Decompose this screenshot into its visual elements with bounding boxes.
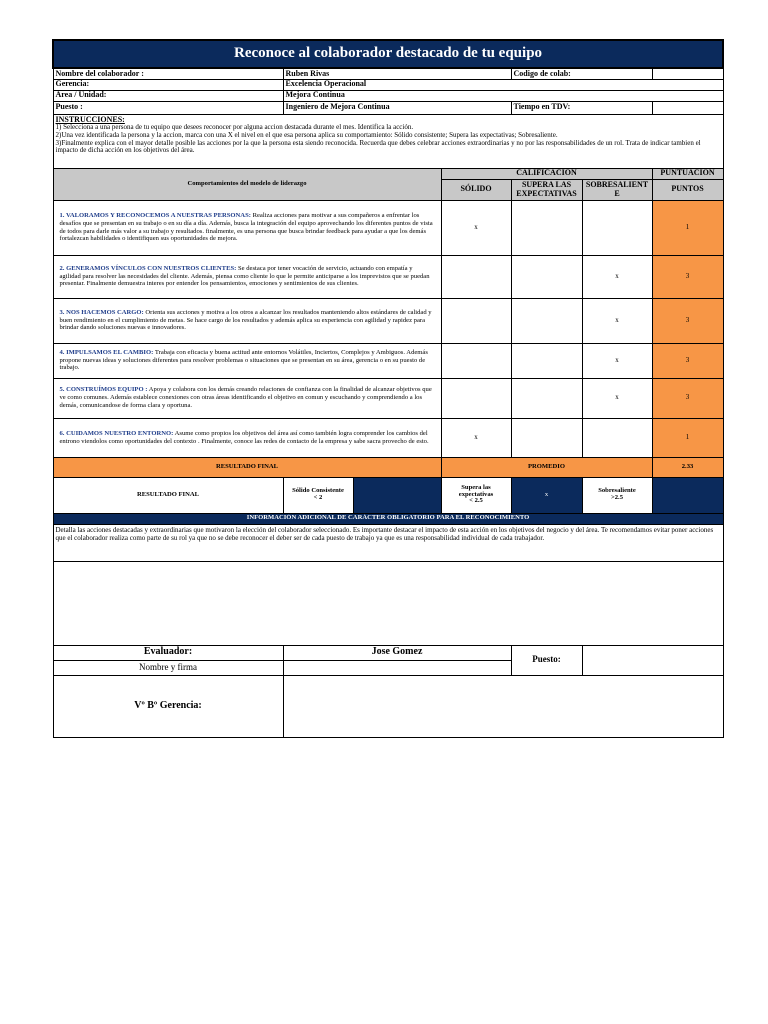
area-field[interactable]: Mejora Continua (283, 90, 723, 101)
instructions-line-2: 2)Una vez identificada la persona y la accion, marca con una X el nivel en el que esa persona aplica su comportamiento: Sólido consistente; Supera las expectativas; Sobresaliente. (55, 130, 558, 139)
result-sobresaliente-mark[interactable] (652, 477, 723, 513)
result-supera-range: < 2.5 (469, 497, 483, 505)
result-solido (283, 477, 353, 513)
supera-cell[interactable] (511, 200, 582, 255)
behavior-title: 5. CONSTRUÍMOS EQUIPO : (59, 386, 148, 394)
supera-cell[interactable] (511, 343, 582, 378)
behavior-row (53, 418, 723, 457)
gerencia-sign-label: Vº Bº Gerencia: (53, 675, 283, 737)
form-title: Reconoce al colaborador destacado de tu equipo (53, 40, 723, 68)
solido-cell[interactable]: x (441, 418, 511, 457)
supera-header: SUPERA LAS EXPECTATIVAS (511, 179, 582, 200)
supera-cell[interactable] (511, 378, 582, 418)
sobresaliente-cell[interactable]: x (582, 255, 652, 298)
behavior-text: Trabaja con eficacia y buena actitud ante entornos Volátiles, Inciertos, Complejos y Ambiguos. Además propone nuevas ideas y soluciones diferentes para resolver problemas o situaciones que se presentan en su área, gerencia o en su puesto de trabajo. (59, 348, 428, 372)
behavior-title: 6. CUIDAMOS NUESTRO ENTORNO: (59, 429, 174, 437)
behavior-title: 4. IMPULSAMOS EL CAMBIO: (59, 348, 154, 356)
behavior-description (53, 378, 441, 418)
firma-field[interactable] (283, 660, 511, 675)
resultado-final-bar: RESULTADO FINAL (53, 457, 441, 477)
puntuacion-header: PUNTUACION (652, 168, 723, 179)
behavior-title: 3. NOS HACEMOS CARGO: (59, 308, 144, 316)
tdv-label: Tiempo en TDV: (511, 101, 652, 114)
nombre-firma-label: Nombre y firma (53, 660, 283, 675)
behavior-row (53, 255, 723, 298)
sobresaliente-cell[interactable]: x (582, 298, 652, 343)
calificacion-header: CALIFICACION (441, 168, 652, 179)
puesto-field[interactable]: Ingeniero de Mejora Continua (283, 101, 511, 114)
name-label: Nombre del colaborador : (53, 68, 283, 79)
evaluador-label: Evaluador: (53, 645, 283, 660)
behavior-text: Se destaca por tener vocación de servicio, actuando con empatía y agilidad para resolver las necesidades del cliente. Además, piensa como cliente lo que le permite anticiparse a los imprevistos que se puedan presentar. Finalmente demuestra interes por entender los pensamientos, emociones y sentimientos de sus clientes. (59, 264, 430, 288)
instructions-line-1: 1) Selecciona a una persona de tu equipo que desees reconocer por alguna accion destacada durante el mes. Identifica la acción. (55, 123, 414, 132)
result-sobresaliente (582, 477, 652, 513)
instructions (53, 114, 723, 168)
puntos-header: PUNTOS (652, 179, 723, 200)
behavior-description (53, 200, 441, 255)
result-solido-mark[interactable] (353, 477, 441, 513)
supera-cell[interactable] (511, 255, 582, 298)
behavior-row (53, 200, 723, 255)
behaviors-header: Comportamientos del modelo de liderazgo (53, 168, 441, 200)
tdv-field[interactable] (652, 101, 723, 114)
puesto-label: Puesto : (53, 101, 283, 114)
solido-cell[interactable] (441, 343, 511, 378)
result-supera-label: Supera las expectativas (458, 483, 494, 498)
behavior-row (53, 298, 723, 343)
behavior-text: Apoya y colabora con los demás creando relaciones de confianza con la finalidad de alcanzar objetivos que ve como comunes. Además establece conexiones con otras áreas identificando el objetivo en comun y escuchando y comprendiendo a los demás, comunicandose de forma clara y oportuna. (59, 386, 432, 409)
instructions-heading: INSTRUCCIONES: (55, 114, 125, 124)
result-sobresaliente-label: Sobresaliente (598, 487, 636, 495)
solido-cell[interactable]: x (441, 200, 511, 255)
puesto-sign-field[interactable] (582, 645, 723, 675)
supera-cell[interactable] (511, 418, 582, 457)
result-solido-label: Sólido Consistente (292, 487, 344, 495)
code-field[interactable] (652, 68, 723, 79)
solido-cell[interactable] (441, 378, 511, 418)
solido-cell[interactable] (441, 298, 511, 343)
result-sobresaliente-range: >2.5 (611, 494, 623, 501)
behavior-row (53, 378, 723, 418)
behavior-title: 2. GENERAMOS VÍNCULOS CON NUESTROS CLIENTES: (59, 264, 237, 272)
puntos-cell: 1 (652, 200, 723, 255)
instructions-line-3: 3)Finalmente explica con el mayor detalle posible las acciones por la que la persona esta siendo reconocida. Recuerda que debes celebrar acciones extraordinarias y no por las responsabilidades de un rol. Trata de indicar tambien el impacto de dicha acción en los objetivos del área. (55, 138, 701, 155)
evaluador-field[interactable]: Jose Gomez (283, 645, 511, 660)
behavior-text: Orienta sus acciones y motiva a los otros a alcanzar los resultados manteniendo altos estándares de calidad y buen rendimiento en el cumplimiento de metas. Se hace cargo de los resultados y además aplica su experiencia con agilidad y rapidez para brindar dando soluciones nuevas e innovadores. (59, 308, 432, 332)
puntos-cell: 1 (652, 418, 723, 457)
result-solido-range: < 2 (313, 494, 323, 501)
gerencia-field[interactable]: Excelencia Operacional (283, 79, 723, 90)
behavior-title: 1. VALORAMOS Y RECONOCEMOS A NUESTRAS PERSONAS: (59, 211, 251, 219)
gerencia-sign-field[interactable] (283, 675, 723, 737)
additional-heading: INFORMACIÓN ADICIONAL DE CARÁCTER OBLIGATORIO PARA EL RECONOCIMIENTO (53, 513, 723, 524)
name-field[interactable]: Ruben Rivas (283, 68, 511, 79)
sobresaliente-cell[interactable]: x (582, 343, 652, 378)
behavior-row (53, 343, 723, 378)
behavior-text: Asume como propios los objetivos del área así como también logra comprender los cambios del entrono viendolos como oportunidades del contexto . Finalmente, conoce las redes de contacto de la empresa y sabe sacra provecho de esto. (59, 429, 429, 445)
sobresaliente-cell[interactable] (582, 418, 652, 457)
puesto-sign-label: Puesto: (511, 645, 582, 675)
behavior-description (53, 298, 441, 343)
solido-header: SÓLIDO (441, 179, 511, 200)
solido-cell[interactable] (441, 255, 511, 298)
puntos-cell: 3 (652, 298, 723, 343)
result-label: RESULTADO FINAL (53, 477, 283, 513)
gerencia-label: Gerencia: (53, 79, 283, 90)
additional-description: Detalla las acciones destacadas y extraordinarias que motivaron la elección del colaborador seleccionado. Es importante destacar el impacto de esta acción en los objetivos del negocio y del área. Te recomendamos evitar poner acciones que el colaborador realiza como parte de su rol ya que no se debe reconocer el deber ser de cada puesto de trabajo ya que es una responsabilidad individual de cada trabajador. (53, 524, 723, 561)
puntos-cell: 3 (652, 255, 723, 298)
result-supera (441, 477, 511, 513)
puntos-cell: 3 (652, 343, 723, 378)
behavior-description (53, 343, 441, 378)
area-label: Área / Unidad: (53, 90, 283, 101)
sobresaliente-header: SOBRESALIENT E (582, 179, 652, 200)
recognition-form (52, 39, 722, 738)
additional-detail-field[interactable] (53, 561, 723, 645)
form-table (52, 39, 724, 738)
behavior-description (53, 255, 441, 298)
code-label: Codigo de colab: (511, 68, 652, 79)
supera-cell[interactable] (511, 298, 582, 343)
puntos-cell: 3 (652, 378, 723, 418)
result-supera-mark[interactable]: x (511, 477, 582, 513)
behavior-description (53, 418, 441, 457)
promedio-value: 2.33 (652, 457, 723, 477)
sobresaliente-cell[interactable]: x (582, 378, 652, 418)
promedio-label: PROMEDIO (441, 457, 652, 477)
sobresaliente-cell[interactable] (582, 200, 652, 255)
behavior-text: Realiza acciones para motivar a sus compañeros a enfrentar los desafíos que se presentan en su trabajo o en su día a día. Además, busca la integración del equipo aprovechando los diferentes puntos de vista de todos para darle más valor a su trabajo y resultados. finalmente, es una persona que busca brindar feedback para ayudar a que los demás fortalezcan habilidades o identifiquen sus oportunidades de mejora. (59, 211, 433, 243)
